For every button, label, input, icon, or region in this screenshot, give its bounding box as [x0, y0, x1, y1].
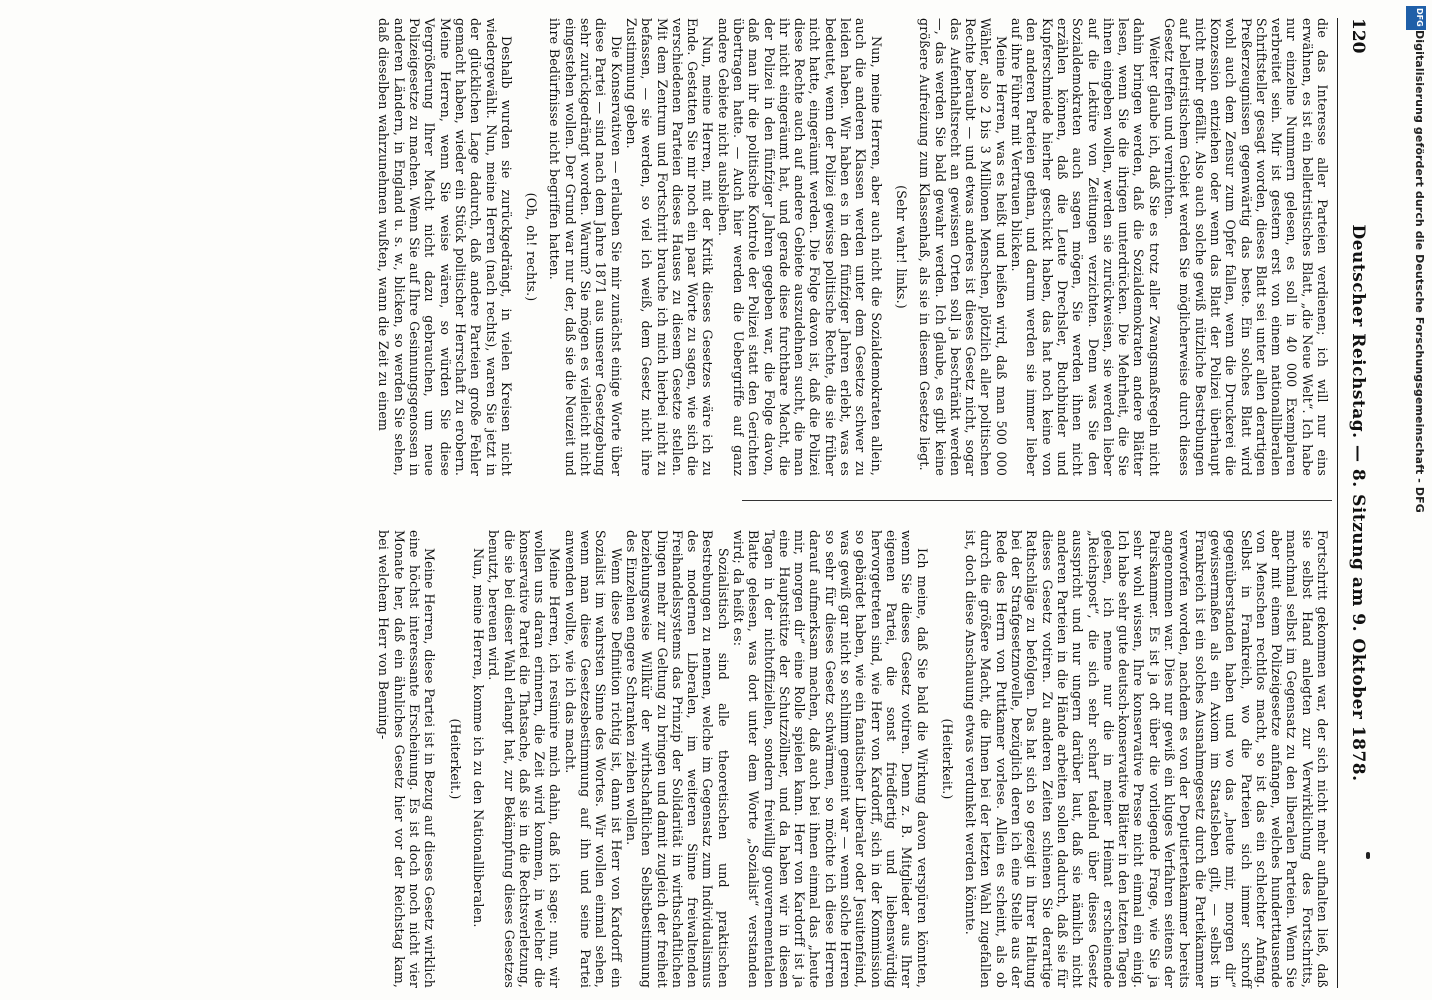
paragraph: Weiter glaube ich, daß Sie es trotz aller Zwangsmaßregeln nicht dahin bringen werden, daß die Sozialdemokraten andere Blätter lesen, wenn Sie die ihrigen unterdrücken. Die Mehrheit, die Sie ihnen eingeben wollen, werden sie zurückweisen, sie werden lieber auf die Lektüre von Zeitungen verzichten. Denn was Sie den Sozialdemokraten auch sagen mögen, Sie werden ihnen nicht erzählen können, daß die Leute Drechsler, Buchbinder und Kupferschmiede hierher geschickt haben, das hat noch keine von den anderen Parteien gethan, und darum werden sie immer lieber auf ihre Führer mit Vertrauen blicken. [1009, 18, 1162, 476]
right-column [376, 530, 1330, 988]
running-head-title: Deutscher Reichstag. — 8. Sitzung am 9. Oktober 1878. [1348, 224, 1368, 782]
paragraph: Nun, meine Herren, mit der Kritik dieses Gesetzes wäre ich zu Ende. Gestatten Sie mir noch ein paar Worte zu sagen, wie sich die verschiedenen Parteien dieses Hauses zu diesem Gesetze stellen. Mit dem Zentrum und Fortschritt brauche ich mich hierbei nicht zu befassen, — sie werden, so viel ich weiß, dem Gesetz nicht ihre Zustimmung geben. [623, 18, 716, 476]
dfg-credit [1404, 30, 1426, 690]
interjection: (Heiterkeit.) [939, 718, 955, 800]
interjection: (Sehr wahr! links.) [893, 185, 909, 309]
dfg-logo [1406, 6, 1426, 30]
page-number: 120 [1348, 18, 1368, 54]
paragraph: Fortschritt gekommen war, der sich nicht mehr aufhalten ließ, daß sie selbst Hand anlegten zur Verwirklichung des Fortschritts, manchmal selbst im Gegensatz zu den liberalen Parteien. Wenn Sie aber mit einem Polizeigesetze anfangen, welches hunderttausende von Menschen rechtlos macht, so ist das ein schlechter Anfang. Selbst in Frankreich, wo die Parteien sich immer schroff gegenüberstanden haben und wo das „heute mir, morgen dir“ gewissermaßen als ein Axiom im Staatsleben gilt, — selbst in Frankreich ist ein solches Ausnahmegesetz durch die Parteikammer verworfen worden, nachdem es von der Deputiertenkammer bereits angenommen war. Dies nur gewiß ein kluges Verfahren seitens der Pairskammer. Es ist ja oft über die vorliegende Frage, wie Sie ja sehr wohl wissen, Ihre konservative Presse nicht einmal ein einig. Ich habe sehr gute deutsch-konservative Blätter in den letzten Tagen gelesen, ich nenne nur die in meiner Heimat erscheinende „Reichspost“, die sich sehr scharf tadelnd über dieses Gesetz ausspricht und nur ungern darüber laut, daß sie nämlich nicht anderen Parteien in die Hände arbeiten sollen dadurch, daß sie für dieses Gesetz votiren. Zu anderen Zeiten schienen Sie derartige Rathschläge zu befolgen. Das hat sich so gezeigt in Ihrer Haltung bei der Strafgesetznovelle, bezüglich deren ich eine Stelle aus der Rede des Herrn von Puttkamer vorlese. Allein es scheint, als ob durch die größere Macht, die Ihnen bei der letzten Wahl zugefallen ist, doch diese Anschauung etwas verdunkelt werden könnte. [963, 530, 1330, 988]
paragraph: Meine Herren, was es heißt und heißen wird, daß man 500 000 Wähler, also 2 bis 3 Millionen Menschen, plötzlich aller politischen Rechte beraubt — und etwas anderes ist dieses Gesetz nicht, sogar das Aufenthaltsrecht an gewissen Orten soll ja beschränkt werden —, das werden Sie bald gewahr werden. Ich glaube, es gibt keine größere Aufreizung zum Klassenhaß, als sie in diesem Gesetze liegt. [917, 18, 1009, 476]
dfg-credit-text: Digitalisierung gefördert durch die Deutsche Forschungsgemeinschaft - DFG [1413, 30, 1426, 513]
left-column [376, 18, 1330, 476]
interjection: (Heiterkeit.) [447, 718, 463, 800]
paragraph: Deshalb wurden sie zurückgedrängt, in vielen Kreisen nicht wiedergewählt. Nun, meine Herren (nach rechts), waren Sie jetzt in der glücklichen Lage dadurch, daß andere Parteien große Fehler gemacht haben, wieder ein Stück politischer Herrschaft zu erobern. Meine Herren, wenn Sie weise wären, so würden Sie diese Vergrößerung Ihrer Macht nicht dazu gebrauchen, um neue Polizeigesetze zu machen. Wenn Sie auf Ihre Gesinnungsgenossen in anderen Ländern, in England u. s. w., blicken, so werden Sie sehen, daß dieselben wahrzunehmen wußten, wann die Zeit zu einem [376, 18, 514, 476]
header-rule [1337, 18, 1338, 988]
paragraph: Nun, meine Herren, komme ich zu den Nationalliberalen. [470, 548, 486, 928]
paragraph: Meine Herren, diese Partei ist in Bezug auf dieses Gesetz wirklich eine höchst interessante Erscheinung. Es ist doch noch nicht vier Monate her, daß ein ähnliches Gesetz hier vor der Reichstag kam, bei welchem Herr von Benning- [376, 530, 438, 988]
paragraph: Nun, meine Herren, aber auch nicht die Sozialdemokraten allein, auch die anderen Klassen werden unter dem Gesetze schwer zu leiden haben. Wir haben es in den fünfziger Jahren erlebt, was es bedeutet, wenn der Polizei gewisse politische Rechte, die sie früher nicht hatte, eingeräumt werden. Die Folge davon ist, daß die Polizei diese Rechte auch auf andere Gebiete auszudehnen sucht, die man ihr nicht eingeräumt hat, und gerade diese furchtbare Macht, die der Polizei in den fünfziger Jahren gegeben war, die Folge davon, daß man ihr die politische Kontrole der Polizei statt den Gerichten übertragen hatte. — Auch hier werden die Uebergriffe auf ganz andere Gebiete nicht ausbleiben. [715, 18, 884, 476]
printed-page [32, 18, 1372, 988]
paragraph: die das Interesse aller Parteien verdienen; ich will nur eins erwähnen, es ist ein belletristisches Blatt, „die Neue Welt“. Ich habe nur einzelne Nummern gelesen, es soll in 40 000 Exemplaren verbreitet sein. Mir ist gestern erst von einem nationalliberalen Schriftsteller gesagt worden, dieses Blatt sei unter allen derartigen Preßerzeugnissen gegenwärtig das beste. Ein solches Blatt wird wohl auch dem Zensur zum Opfer fallen, wenn die Druckerei die Konzession entziehen oder wenn das Blatt der Polizei überhaupt nicht mehr gefällt. Also auch solche gewiß nützliche Bestrebungen auf belletristischem Gebiet werden Sie möglicherweise durch dieses Gesetz treffen und vernichten. [1162, 18, 1330, 476]
paragraph: Meine Herren, ich resümire mich dahin, daß ich sage: nun, wir wollen uns daran erinnern, die Zeit wird kommen, in welcher die konservative Partei die Thatsache, daß sie in die Rechtsverletzung, die sie bei dieser Wahl erlangt hat, zur Bekämpfung dieses Gesetzes benutzt, bereuen wird. [486, 530, 563, 988]
dfg-logo-text: DFG [1415, 8, 1424, 27]
column-rule [742, 500, 1332, 501]
paragraph: Ich meine, daß Sie bald die Wirkung davon verspüren könnten, wenn Sie dieses Gesetz votiren. Denn z. B. Mitglieder aus Ihrer eigenen Partei, die sonst friedfertig und liebenswürdig hervorgetreten sind, wie Herr von Kardorff, sich in der Kommission so gebärdet haben, wie ein fanatischer Liberaler oder Jesuitenfeind, was gewiß gar nicht so schlimm gemeint war — wenn solche Herren so sehr für dieses Gesetz schwärmen, so möchte ich diese Herren darauf aufmerksam machen, daß auch bei ihnen einmal das „heute mir, morgen dir“ eine Rolle spielen kann. Herr von Kardorff ist ja eine Hauptstütze der Schutzzöllner, und da haben wir in diesen Tagen in der nichtoffiziellen, sondern freiwillig gouvernementalen Blatte gelesen, was dort unter dem Worte „Sozialist“ verstanden wird; da heißt es: [731, 530, 930, 988]
paragraph: Wenn diese Definition richtig ist, dann ist Herr von Kardorff ein Sozialist im wahrsten Sinne des Wortes. Wir wollen einmal sehen, wenn man diese Gesetzesbestimmung auf ihn und seine Partei anwenden wollte, wie ich das macht. [562, 530, 624, 988]
block-quote: Sozialistisch sind alle theoretischen und praktischen Bestrebungen zu nennen, welche im Gegensatz zum Individualismus des modernen Liberalen, im weiteren Sinne freiwaltenden Freihandelssystems das Prinzip der Solidarität in wirthschaftlichen Dingen mehr zur Geltung zu bringen und damit zugleich der freiheit beziehungsweise Willkür der wirthschaftlichen Selbstbestimmung des Einzelnen engere Schranken ziehen wollen. [623, 530, 731, 988]
paragraph: Die Konservativen — erlauben Sie mir zunächst einige Worte über diese Partei — sind nach dem Jahre 1871 aus unserer Gesetzgebung sehr zurückgedrängt worden. Warum? Sie mögen es vielleicht nicht eingestehen wollen. Der Grund war nur der, daß sie die Neuzeit und ihre Bedürfnisse nicht begriffen hatten. [547, 18, 624, 476]
scan-speck [1366, 852, 1370, 859]
running-head [1340, 18, 1372, 988]
interjection: (Oh, oh! rechts.) [524, 192, 540, 302]
